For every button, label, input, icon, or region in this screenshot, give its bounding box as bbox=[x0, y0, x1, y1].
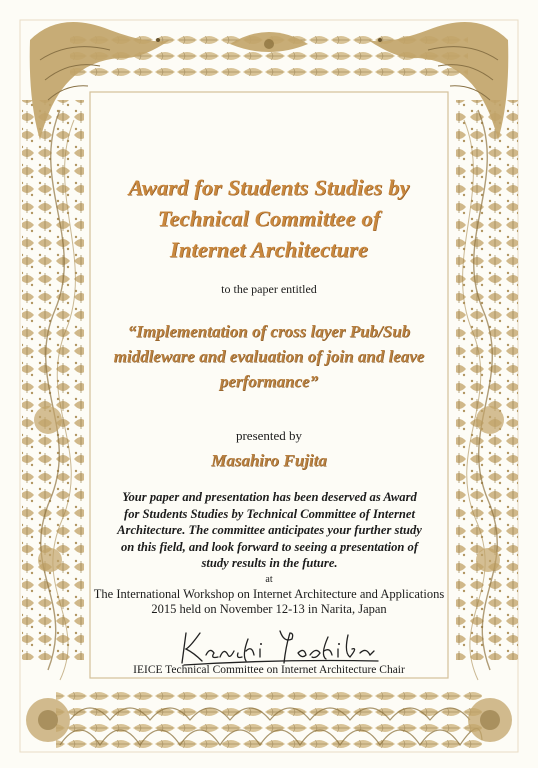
paper-title bbox=[0, 319, 538, 394]
award-title-line: Internet Architecture bbox=[169, 237, 369, 262]
signature bbox=[180, 625, 380, 669]
at-label: at bbox=[265, 574, 273, 585]
presented-by: presented by bbox=[235, 428, 303, 443]
workshop-line: 2015 held on November 12-13 in Narita, Japan bbox=[151, 602, 387, 616]
statement-line: Your paper and presentation has been deserved as Award bbox=[122, 490, 417, 504]
award-statement bbox=[72, 489, 467, 572]
statement-line: Architecture. The committee anticipates your further study bbox=[117, 523, 422, 537]
paper-title-line: middleware and evaluation of join and leave bbox=[113, 347, 425, 366]
statement-line: for Students Studies by Technical Committee of Internet bbox=[124, 506, 415, 521]
workshop-line: The International Workshop on Internet Architecture and Applications bbox=[93, 587, 445, 601]
award-title bbox=[0, 172, 538, 265]
recipient-name: Masahiro Fujita bbox=[211, 451, 327, 470]
statement-line: study results in the future. bbox=[201, 556, 338, 570]
statement-line: on this field, and look forward to seeing a presentation of bbox=[120, 539, 419, 554]
workshop-info bbox=[0, 587, 538, 617]
chair-title: IEICE Technical Committee on Internet Architecture Chair bbox=[133, 664, 405, 676]
paper-title-line: “Implementation of cross layer Pub/Sub bbox=[127, 322, 411, 341]
award-title-line: Technical Committee of bbox=[157, 206, 381, 231]
paper-title-line: performance” bbox=[219, 372, 319, 391]
award-title-line: Award for Students Studies by bbox=[128, 175, 410, 200]
paper-intro: to the paper entitled bbox=[221, 282, 317, 296]
